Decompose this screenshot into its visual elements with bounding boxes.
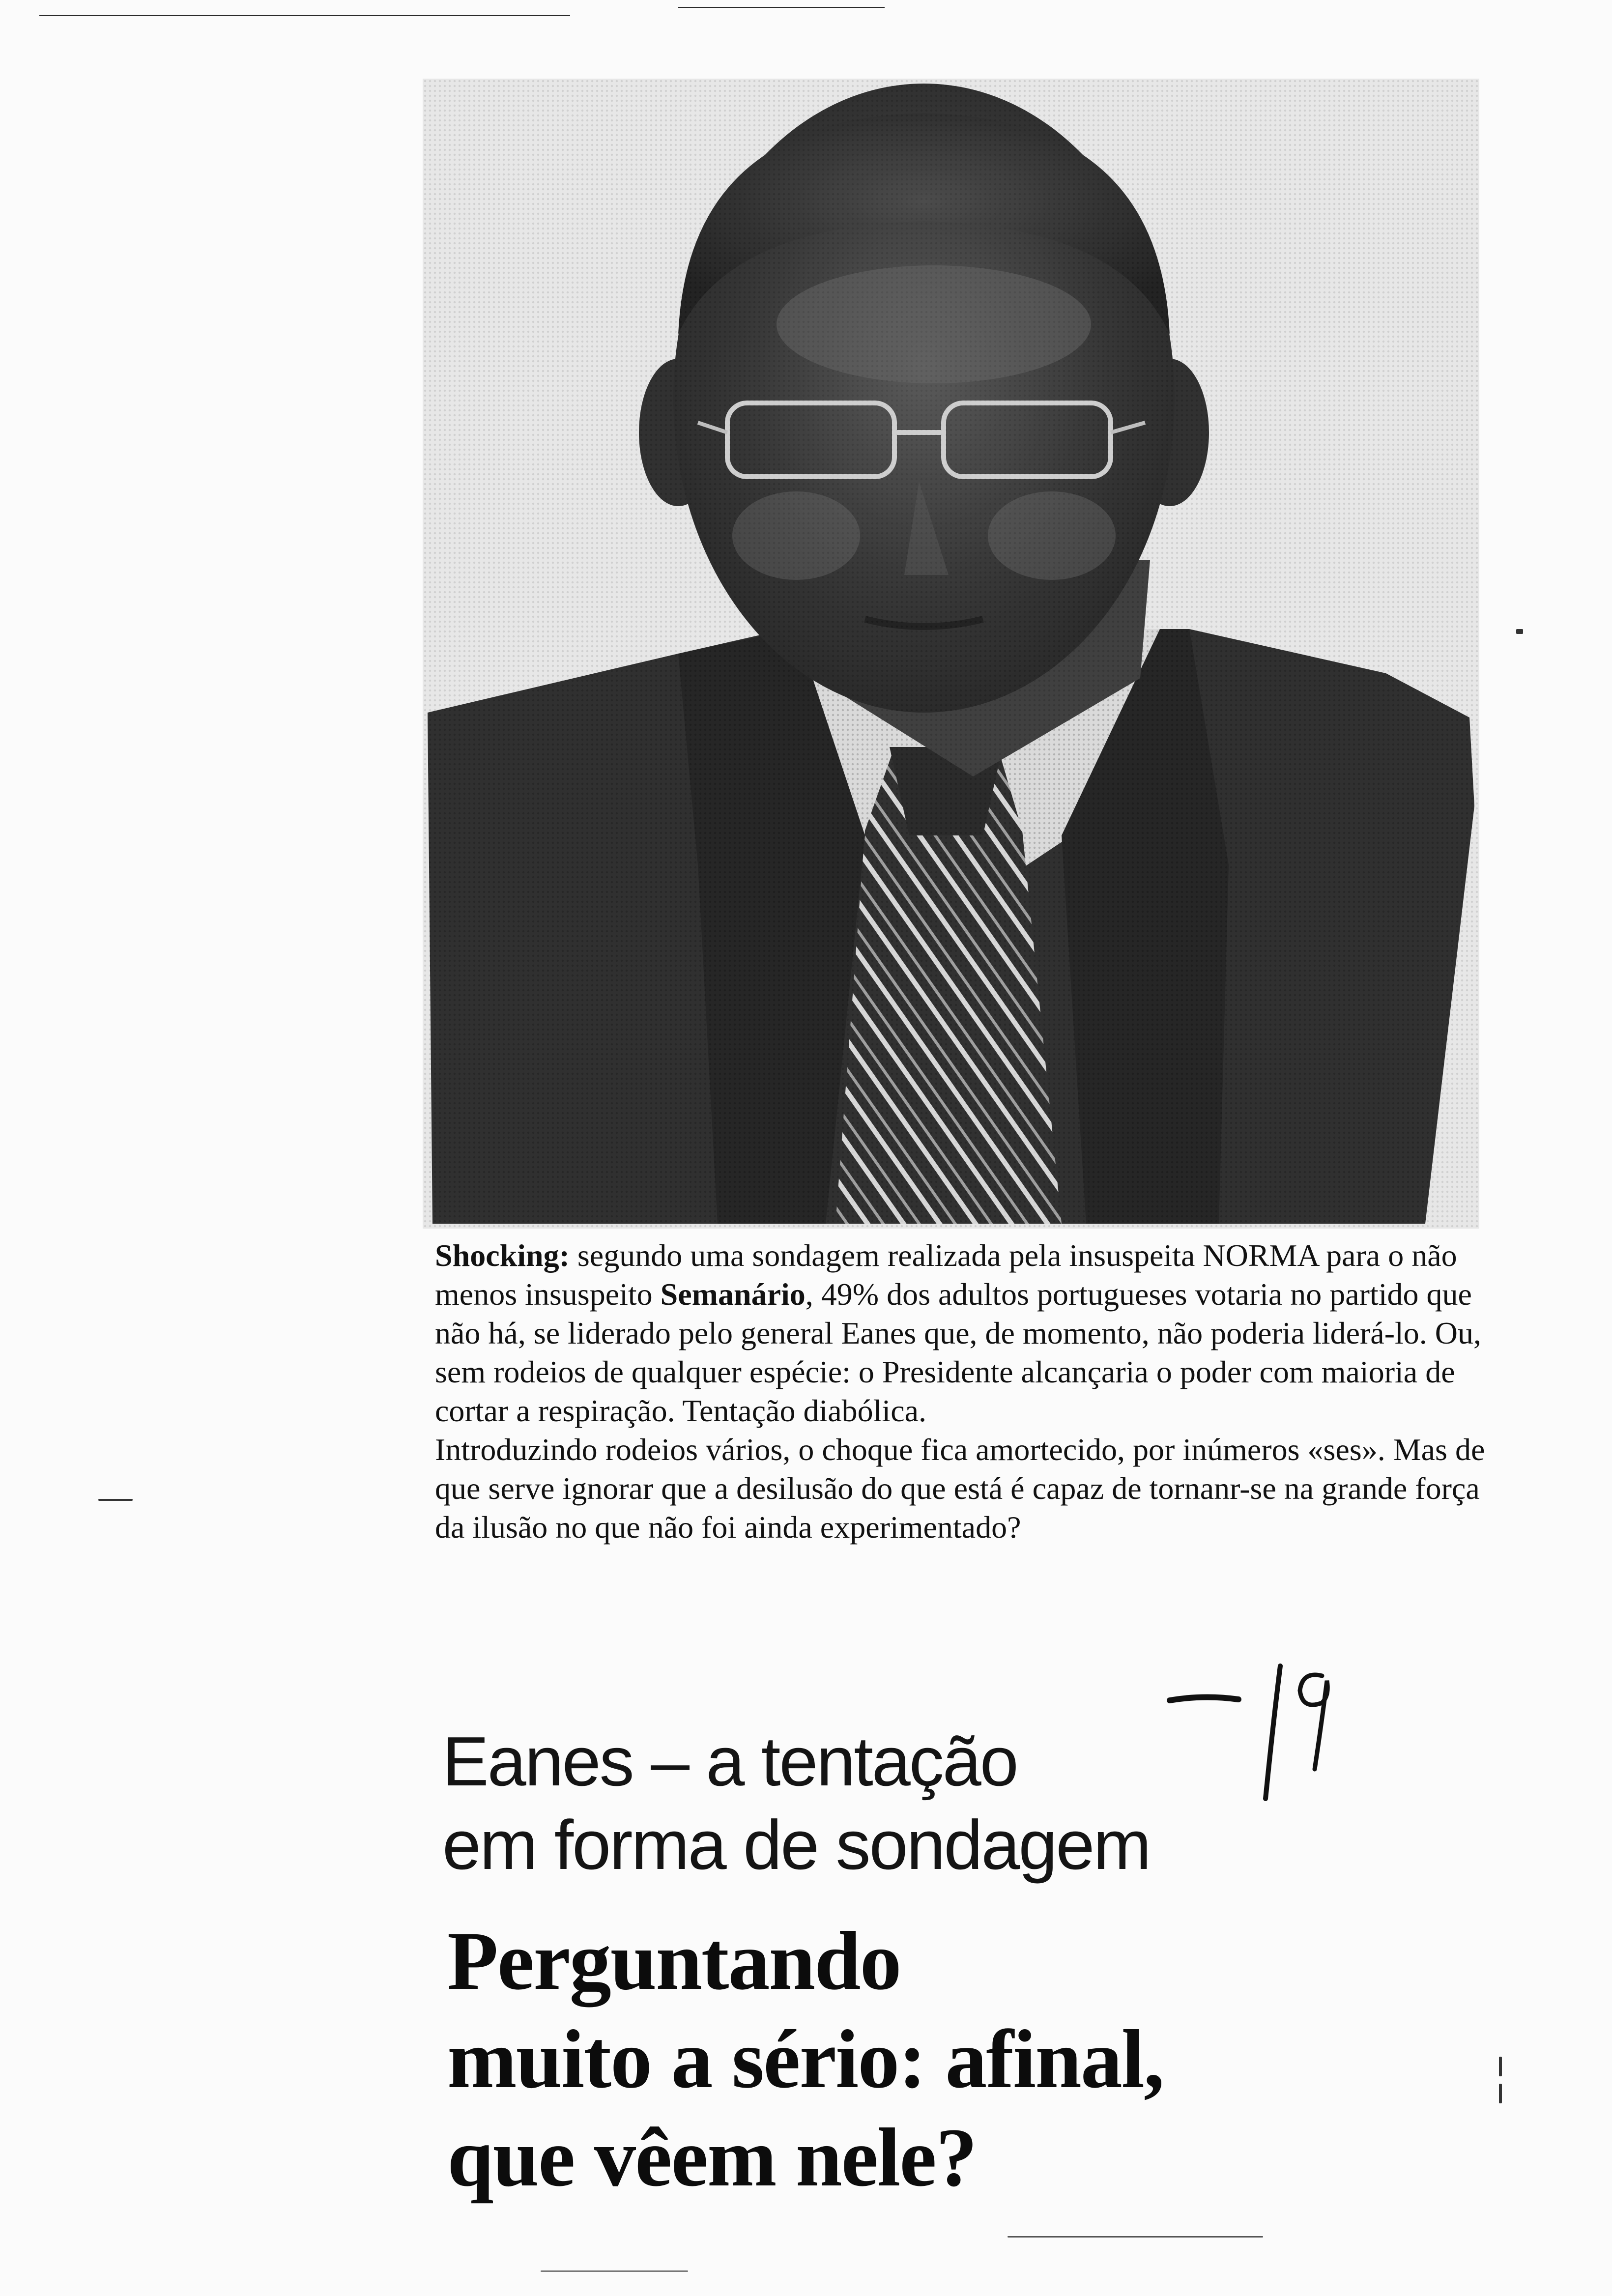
- caption-paper-name: Semanário: [660, 1277, 806, 1312]
- scan-speck: [1516, 629, 1523, 634]
- headline-line-1: Eanes – a tentação: [442, 1722, 1017, 1801]
- subheadline-line-2: muito a sério: afinal,: [447, 2013, 1164, 2105]
- subheadline-line-3: que vêem nele?: [447, 2111, 977, 2204]
- caption-body-text: , 49% dos adultos portugueses votaria no partido que não há, se liderado pelo general Eanes que, de momento, não poderia liderá-lo. Ou, sem rodeios de qualquer espécie: o Presidente alcançaria o poder com maioria de cortar a respiração. Tentação diabólica.: [435, 1277, 1481, 1428]
- photo-caption: [435, 1236, 1492, 1547]
- headline-line-2: em forma de sondagem: [442, 1806, 1150, 1884]
- scan-speck: [1008, 2236, 1263, 2238]
- caption-paragraph-2: Introduzindo rodeios vários, o choque fica amortecido, por inúmeros «ses». Mas de que serve ignorar que a desilusão do que está é capaz de tornanr-se na grande força da ilusão no que não foi ainda experimentado?: [435, 1432, 1485, 1545]
- caption-paragraph-1: [435, 1236, 1492, 1430]
- subheadline-line-1: Perguntando: [447, 1915, 901, 2007]
- portrait-photo: [423, 79, 1479, 1229]
- scan-speck: [98, 1499, 133, 1501]
- scan-edge-line: [678, 7, 885, 8]
- headline: [442, 1720, 1474, 1887]
- scan-edge-line: [39, 15, 570, 16]
- caption-lead-text: segundo uma sondagem realizada pela insuspeita NORMA para o não menos insuspeito: [435, 1238, 1457, 1312]
- subheadline: [447, 1912, 1528, 2207]
- caption-lead-bold: Shocking:: [435, 1238, 570, 1273]
- scan-speck: [541, 2270, 688, 2272]
